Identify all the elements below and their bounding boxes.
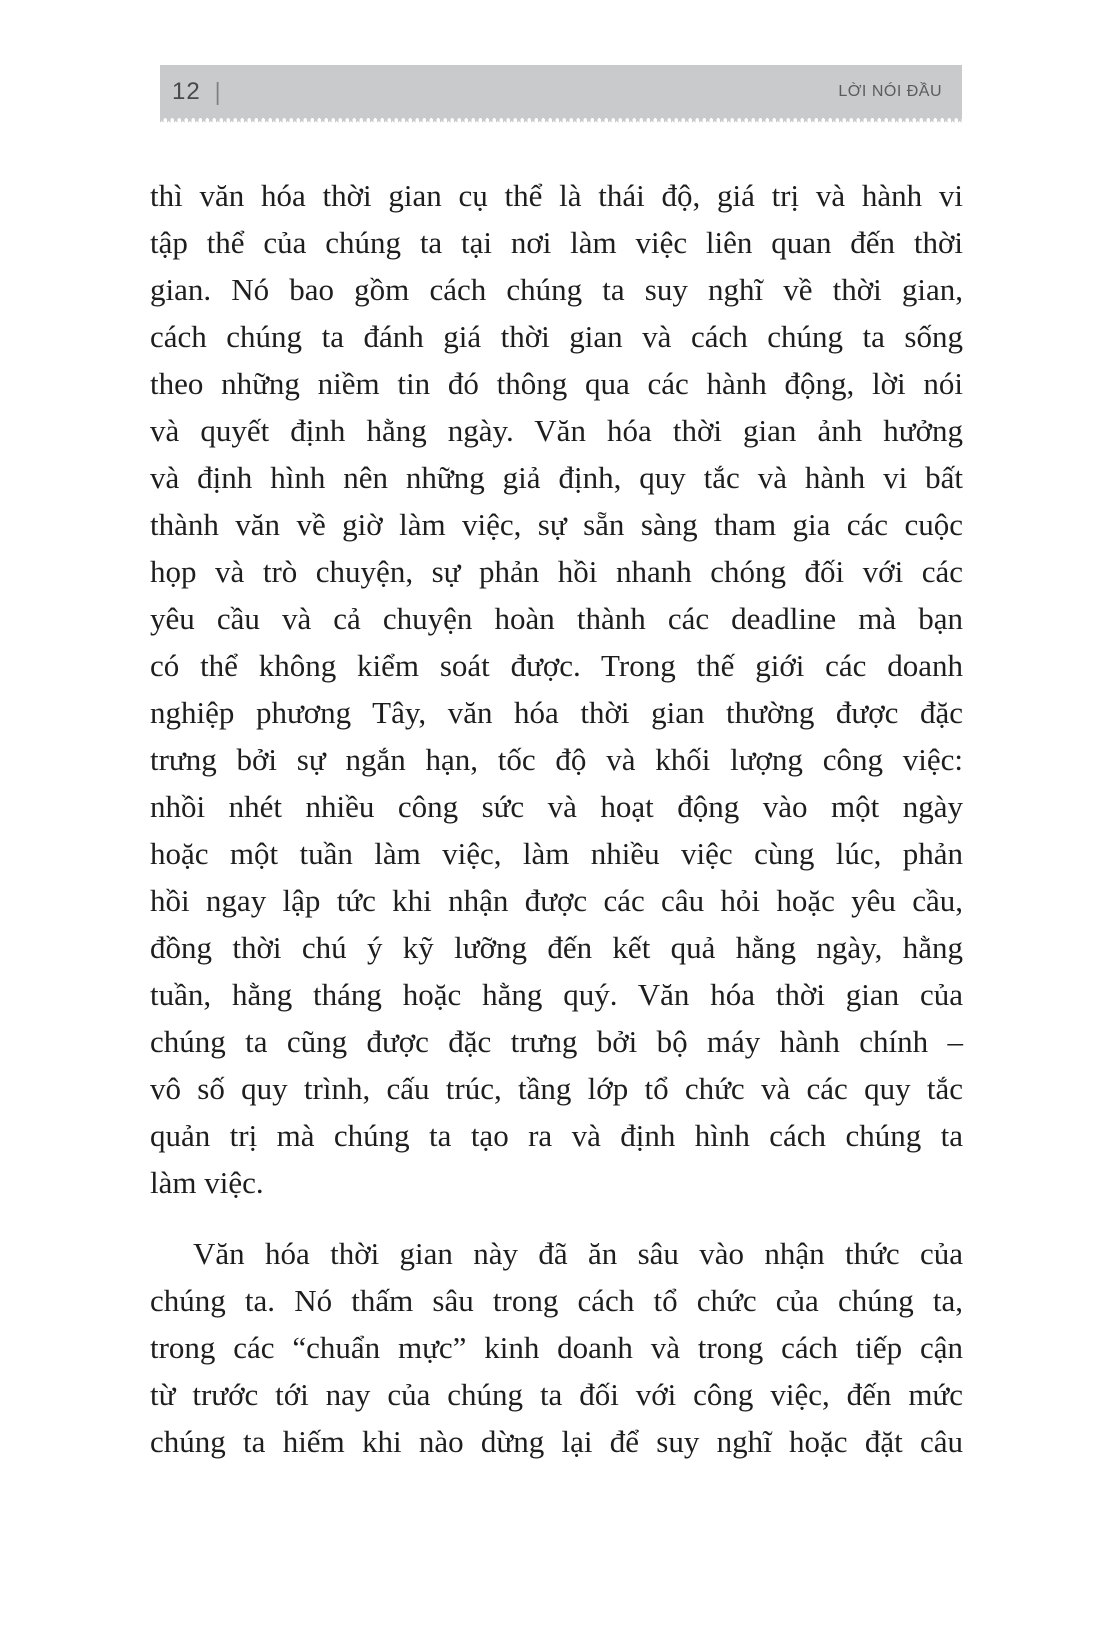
text-line: vô số quy trình, cấu trúc, tầng lớp tổ chức và các quy tắc bbox=[150, 1071, 963, 1106]
text-line: nghiệp phương Tây, văn hóa thời gian thường được đặc bbox=[150, 695, 963, 730]
text-line: yêu cầu và cả chuyện hoàn thành các deadline mà bạn bbox=[150, 601, 963, 636]
text-line: trưng bởi sự ngắn hạn, tốc độ và khối lượng công việc: bbox=[150, 742, 963, 777]
page-number: 12 bbox=[172, 77, 201, 105]
text-line: thành văn về giờ làm việc, sự sẵn sàng tham gia các cuộc bbox=[150, 507, 963, 542]
text-line: nhồi nhét nhiều công sức và hoạt động vào một ngày bbox=[150, 789, 963, 824]
text-line: gian. Nó bao gồm cách chúng ta suy nghĩ về thời gian, bbox=[150, 272, 963, 307]
text-line: và định hình nên những giả định, quy tắc và hành vi bất bbox=[150, 460, 963, 495]
text-line: và quyết định hằng ngày. Văn hóa thời gian ảnh hưởng bbox=[150, 413, 963, 448]
page-number-divider: | bbox=[214, 76, 221, 106]
paragraph bbox=[150, 1230, 963, 1465]
text-line: thì văn hóa thời gian cụ thể là thái độ, giá trị và hành vi bbox=[150, 178, 963, 213]
text-line: từ trước tới nay của chúng ta đối với công việc, đến mức bbox=[150, 1377, 963, 1412]
header-left bbox=[172, 78, 220, 106]
text-line: theo những niềm tin đó thông qua các hành động, lời nói bbox=[150, 366, 963, 401]
text-line: chúng ta hiếm khi nào dừng lại để suy nghĩ hoặc đặt câu bbox=[150, 1424, 963, 1459]
header-band-perforated-edge bbox=[160, 118, 962, 125]
text-line: chúng ta. Nó thấm sâu trong cách tổ chức của chúng ta, bbox=[150, 1283, 963, 1318]
text-line: chúng ta cũng được đặc trưng bởi bộ máy hành chính – bbox=[150, 1024, 963, 1059]
text-line: làm việc. bbox=[150, 1165, 264, 1200]
text-line: hồi ngay lập tức khi nhận được các câu hỏi hoặc yêu cầu, bbox=[150, 883, 963, 918]
text-line: hoặc một tuần làm việc, làm nhiều việc cùng lúc, phản bbox=[150, 836, 963, 871]
text-line: trong các “chuẩn mực” kinh doanh và trong cách tiếp cận bbox=[150, 1330, 963, 1365]
text-line: tập thể của chúng ta tại nơi làm việc liên quan đến thời bbox=[150, 225, 963, 260]
text-line: cách chúng ta đánh giá thời gian và cách chúng ta sống bbox=[150, 319, 963, 354]
text-line: Văn hóa thời gian này đã ăn sâu vào nhận thức của bbox=[193, 1236, 963, 1271]
running-head-title: LỜI NÓI ĐẦU bbox=[838, 82, 942, 100]
text-line: tuần, hằng tháng hoặc hằng quý. Văn hóa thời gian của bbox=[150, 977, 963, 1012]
text-line: họp và trò chuyện, sự phản hồi nhanh chóng đối với các bbox=[150, 554, 963, 589]
text-line: đồng thời chú ý kỹ lưỡng đến kết quả hằng ngày, hằng bbox=[150, 930, 963, 965]
text-line: có thể không kiểm soát được. Trong thế giới các doanh bbox=[150, 648, 963, 683]
paragraph bbox=[150, 172, 963, 1206]
text-line: quản trị mà chúng ta tạo ra và định hình cách chúng ta bbox=[150, 1118, 963, 1153]
running-header-band bbox=[160, 65, 962, 118]
text-column bbox=[150, 172, 963, 1465]
